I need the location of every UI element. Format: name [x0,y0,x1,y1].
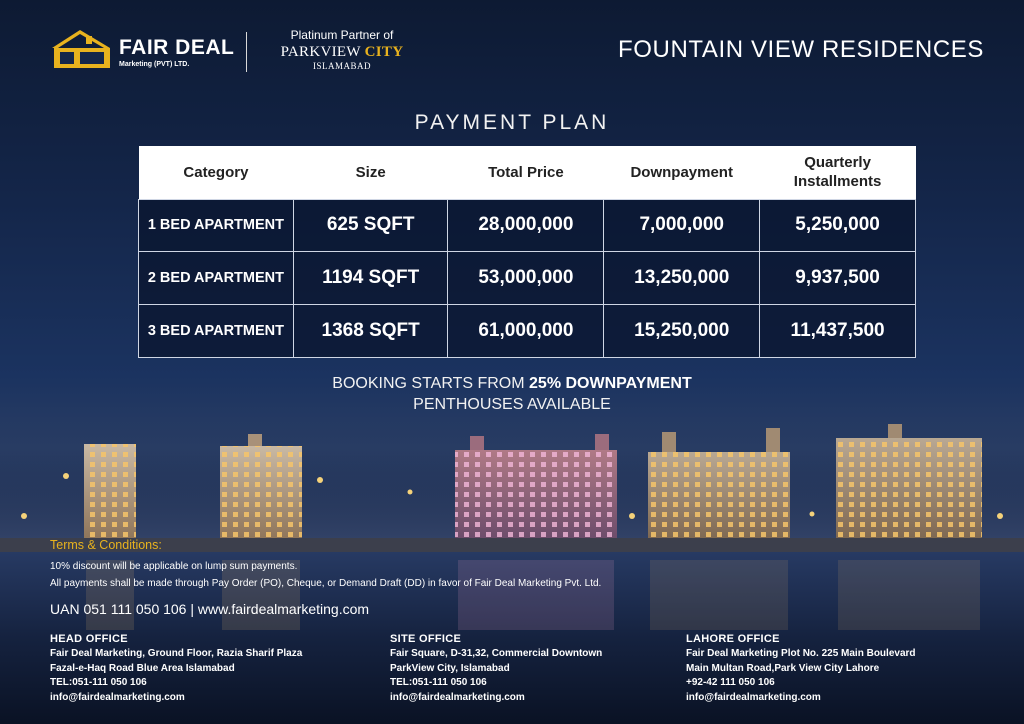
office-email: info@fairdealmarketing.com [686,691,821,703]
section-title: PAYMENT PLAN [414,111,610,134]
booking-highlight: 25% DOWNPAYMENT [529,375,692,392]
office-phone: +92-42 111 050 106 [686,677,775,688]
building-1 [84,444,136,542]
category-cell: 1 BED APARTMENT [139,199,294,251]
category-cell: 3 BED APARTMENT [139,304,294,357]
column-header: Quarterly Installments [760,146,916,199]
payment-plan-table [138,146,916,358]
office-address: Fazal-e-Haq Road Blue Area Islamabad [50,662,235,674]
partner-brand [272,44,412,61]
lahore-office [686,633,916,705]
total-price-cell: 28,000,000 [448,199,604,251]
size-cell: 625 SQFT [293,199,448,251]
penthouses-line: PENTHOUSES AVAILABLE [413,396,611,413]
project-title: FOUNTAIN VIEW RESIDENCES [618,36,984,63]
office-email: info@fairdealmarketing.com [50,691,185,703]
office-title: HEAD OFFICE [50,633,128,645]
booking-info [0,373,1024,415]
logo-name: FAIR DEAL [119,36,235,59]
office-email: info@fairdealmarketing.com [390,691,525,703]
downpayment-cell: 15,250,000 [604,304,760,357]
head-office [50,633,302,705]
installment-cell: 5,250,000 [760,199,916,251]
column-header: Total Price [448,146,604,199]
logo-subtitle: Marketing (PVT) LTD. [119,61,190,68]
terms-title: Terms & Conditions: [50,538,162,552]
downpayment-cell: 7,000,000 [604,199,760,251]
booking-line [0,373,1024,394]
table-header-row [139,146,916,199]
partner-brand-name: PARKVIEW [280,44,361,60]
header-divider [246,32,247,72]
total-price-cell: 61,000,000 [448,304,604,357]
downpayment-cell: 13,250,000 [604,251,760,304]
terms-item: All payments shall be made through Pay Order (PO), Cheque, or Demand Draft (DD) in favor of Fair Deal Marketing Pvt. Ltd. [50,578,602,589]
office-address: ParkView City, Islamabad [390,662,510,674]
office-title: LAHORE OFFICE [686,633,780,645]
partner-badge [272,28,412,71]
terms-item: 10% discount will be applicable on lump sum payments. [50,561,298,572]
booking-prefix: BOOKING STARTS FROM [332,375,530,392]
size-cell: 1368 SQFT [293,304,448,357]
office-phone: TEL:051-111 050 106 [50,677,147,688]
category-cell: 2 BED APARTMENT [139,251,294,304]
office-address: Main Multan Road,Park View City Lahore [686,662,880,674]
building-2 [220,434,302,542]
office-address: Fair Deal Marketing, Ground Floor, Razia Sharif Plaza [50,648,303,659]
building-3 [455,434,617,542]
partner-line: Platinum Partner of [290,28,394,42]
fair-deal-logo [50,28,235,74]
column-header: Downpayment [604,146,760,199]
building-5 [836,424,982,542]
table-row [139,251,916,304]
size-cell: 1194 SQFT [293,251,448,304]
column-header: Size [293,146,448,199]
total-price-cell: 53,000,000 [448,251,604,304]
office-phone: TEL:051-111 050 106 [390,677,487,688]
table-row [139,199,916,251]
installment-cell: 9,937,500 [760,251,916,304]
installment-cell: 11,437,500 [760,304,916,357]
partner-brand-city: CITY [364,44,404,60]
office-address: Fair Deal Marketing Plot No. 225 Main Boulevard [686,648,916,659]
column-header: Category [139,146,294,199]
office-title: SITE OFFICE [390,633,462,645]
office-address: Fair Square, D-31,32, Commercial Downtown [390,648,603,659]
site-office [390,633,602,705]
contact-line: UAN 051 111 050 106 | www.fairdealmarketing.com [50,601,370,617]
table-row [139,304,916,357]
house-logo-icon [50,28,114,70]
partner-city: ISLAMABAD [312,61,371,71]
